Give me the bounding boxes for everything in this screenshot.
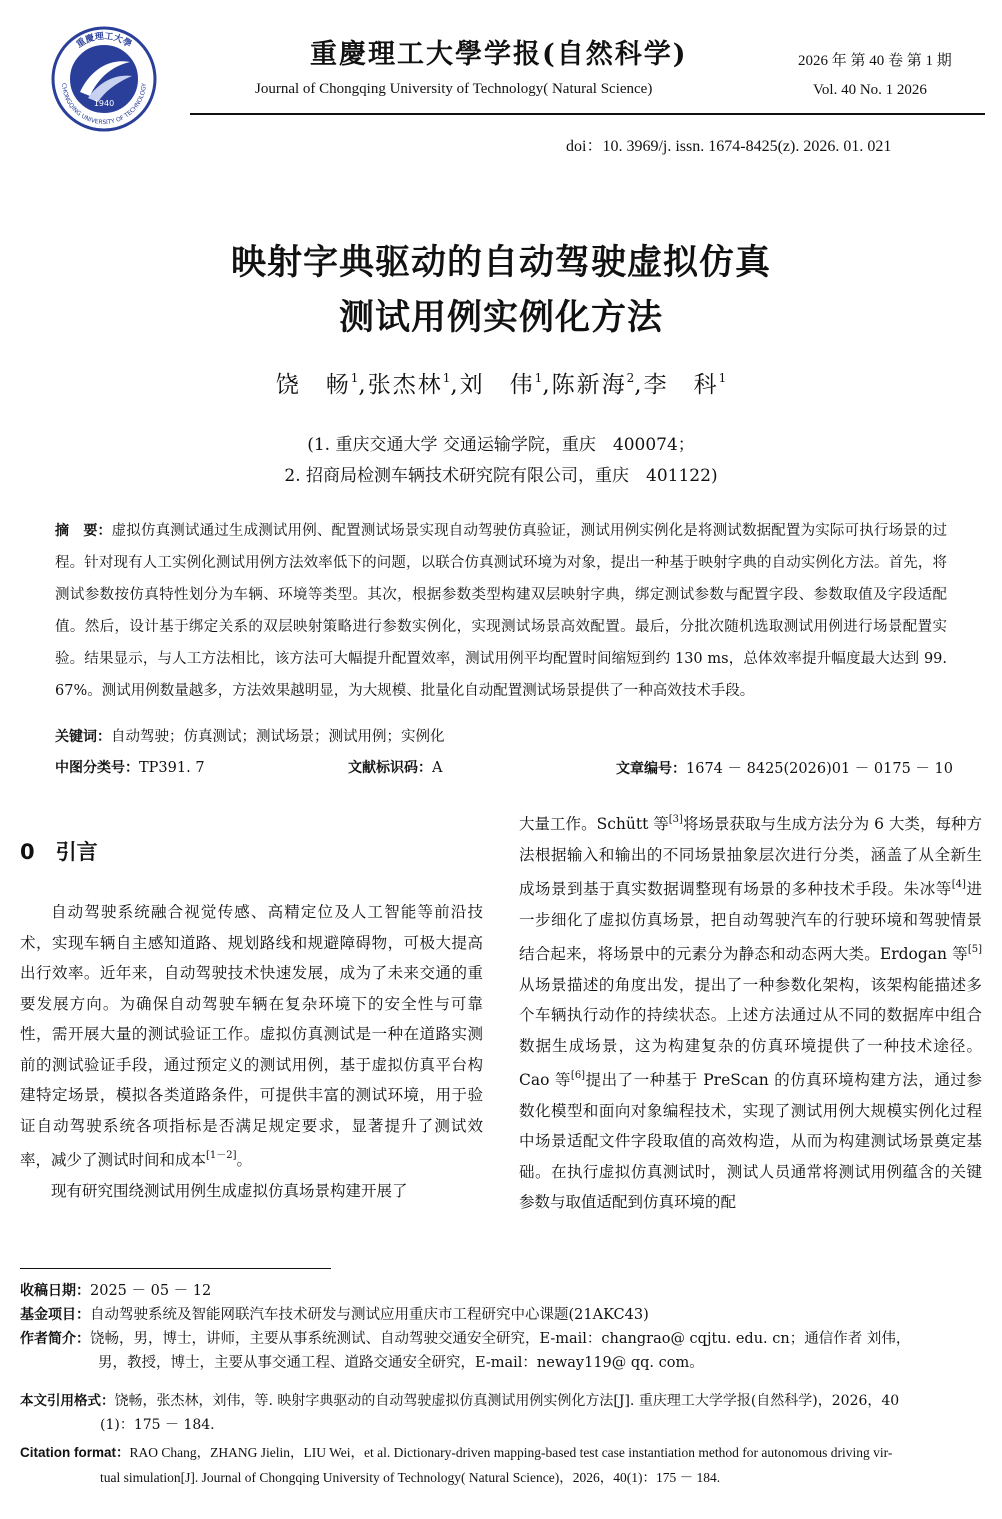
cite-cn-label: 本文引用格式：	[20, 1393, 115, 1409]
author-affil-mark: 1	[534, 371, 543, 385]
cls-label: 中图分类号：	[55, 760, 139, 776]
cite-cn-line-2: (1)：175 － 184.	[100, 1417, 215, 1433]
citation-ref[interactable]: [3]	[668, 814, 683, 825]
author-separator: ,	[542, 372, 552, 398]
article-number	[616, 757, 953, 778]
university-logo	[50, 26, 158, 132]
received-date	[20, 1279, 211, 1303]
keywords-label: 关键词：	[55, 729, 111, 745]
artno-label: 文章编号：	[616, 761, 686, 777]
author-bio	[20, 1327, 985, 1375]
section-heading: 0 引言	[20, 840, 98, 864]
body-text: 自动驾驶系统融合视觉传感、高精定位及人工智能等前沿技术，实现车辆自主感知道路、规划路线和规避障碍物，可极大提高出行效率。近年来，自动驾驶技术快速发展，成为了未来交通的重要发展方向。为确保自动驾驶车辆在复杂环境下的安全性与可靠性，需开展大量的测试验证工作。虚拟仿真测试是一种在道路实测前的测试验证手段，通过预定义的测试用例，基于虚拟仿真平台构建特定场景，模拟各类道路条件，可提供丰富的测试环境，用于验证自动驾驶系统各项指标是否满足规定要求，显著提升了测试效率，减少了测试时间和成本	[20, 903, 483, 1169]
abstract-text: 虚拟仿真测试通过生成测试用例、配置测试场景实现自动驾驶仿真验证，测试用例实例化是将测试数据配置为实际可执行场景的过程。针对现有人工实例化测试用例方法效率低下的问题，以联合仿真测试环境为对象，提出一种基于映射字典的自动实例化方法。首先，将测试参数按仿真特性划分为车辆、环境等类型。其次，根据参数类型构建双层映射字典，绑定测试参数与配置字段、参数取值及字段适配值。然后，设计基于绑定关系的双层映射策略进行参数实例化，实现测试场景高效配置。最后，分批次随机选取测试用例进行场景配置实验。结果显示，与人工方法相比，该方法可大幅提升配置效率，测试用例平均配置时间缩短到约 130 ms，总体效率提升幅度最大达到 99. 67%。测试用例数量越多，方法效果越明显，为大规模、批量化自动配置测试场景提供了一种高效技术手段。	[55, 523, 948, 699]
doccode-label: 文献标识码：	[348, 760, 432, 776]
author-separator: ,	[634, 372, 644, 398]
body-text: 提出了一种基于 PreScan 的仿真环境构建方法，通过参数化模型和面向对象编程技术，实现了测试用例大规模实例化过程中场景适配文件字段取值的高效构造，从而为构建测试场景奠定基础。在执行虚拟仿真测试时，测试人员通常将测试用例蕴含的关键参数与取值适配到仿真环境的配	[519, 1071, 982, 1211]
author-affil-mark: 1	[718, 371, 727, 385]
citation-ref[interactable]: [5]	[967, 944, 982, 955]
doi: doi：10. 3969/j. issn. 1674-8425(z). 2026. 01. 021	[566, 138, 892, 155]
body-paragraph	[20, 897, 483, 1176]
author-name: 张杰林	[367, 372, 443, 398]
body-text: 从场景描述的角度出发，提出了一种参数化架构，该架构能描述多个车辆执行动作的持续状态。上述方法通过从不同的数据库中组合数据生成场景，这为构建复杂的仿真环境提供了一种技术途径。Cao 等	[519, 975, 982, 1089]
doccode-value: A	[432, 760, 443, 776]
body-text: 。	[236, 1151, 253, 1169]
funding	[20, 1303, 649, 1327]
author-bio-label: 作者简介：	[20, 1331, 90, 1347]
affiliation-line-2: 2. 招商局检测车辆技术研究院有限公司，重庆 401122)	[284, 466, 718, 486]
artno-value: 1674 － 8425(2026)01 － 0175 － 10	[686, 761, 953, 777]
received-label: 收稿日期：	[20, 1283, 90, 1299]
paper-title-line-1: 映射字典驱动的自动驾驶虚拟仿真	[230, 243, 771, 283]
cite-en-label: Citation format：	[20, 1445, 130, 1460]
fund-value: 自动驾驶系统及智能网联汽车技术研发与测试应用重庆市工程研究中心课题(21AKC43)	[90, 1307, 649, 1323]
citation-ref[interactable]: [4]	[951, 879, 966, 890]
affiliation-line-1: (1. 重庆交通大学 交通运输学院，重庆 400074；	[307, 435, 695, 455]
classification-number	[55, 757, 205, 777]
keywords-text: 自动驾驶；仿真测试；测试场景；测试用例；实例化	[111, 729, 445, 745]
author-affil-mark: 2	[626, 371, 635, 385]
cls-value: TP391. 7	[139, 760, 205, 776]
author-list	[0, 366, 1002, 399]
journal-title-cn: 重慶理工大學学报(自然科学)	[310, 39, 688, 70]
keywords	[55, 725, 445, 746]
abstract-label: 摘 要：	[55, 523, 112, 539]
body-paragraph	[519, 805, 982, 1218]
abstract	[55, 515, 947, 707]
body-text: 进一步细化了虚拟仿真场景，把自动驾驶汽车的行驶环境和驾驶情景结合起来，将场景中的元素分为静态和动态两大类。Erdogan 等	[519, 880, 982, 963]
svg-text:重慶理工大學: 重慶理工大學	[75, 31, 133, 51]
author-name: 饶 畅	[275, 372, 351, 398]
author-affil-mark: 1	[350, 371, 359, 385]
author-affil-mark: 1	[442, 371, 451, 385]
body-column-left	[20, 897, 483, 1206]
author-bio-line-2: 男，教授，博士，主要从事交通工程、道路交通安全研究，E-mail：neway119@ qq. com。	[98, 1355, 704, 1371]
cite-cn-line-1: 饶畅，张杰林，刘伟，等. 映射字典驱动的自动驾驶虚拟仿真测试用例实例化方法[J]. 重庆理工大学学报(自然科学)，2026，40	[114, 1393, 900, 1409]
received-value: 2025 － 05 － 12	[90, 1283, 212, 1299]
paper-title	[0, 236, 1002, 346]
paper-title-line-2: 测试用例实例化方法	[338, 298, 663, 338]
citation-ref[interactable]: [6]	[570, 1070, 586, 1081]
author-name: 陈新海	[551, 372, 627, 398]
author-bio-line-1: 饶畅，男，博士，讲师，主要从事系统测试、自动驾驶交通安全研究，E-mail：changrao@ cqjtu. edu. cn；通信作者 刘伟，	[90, 1331, 911, 1347]
citation-ref[interactable]: [1－2]	[206, 1150, 237, 1161]
issue-info-cn: 2026 年 第 40 卷 第 1 期	[798, 53, 952, 69]
body-column-right	[519, 805, 982, 1218]
document-code	[348, 757, 442, 777]
body-paragraph: 现有研究围绕测试用例生成虚拟仿真场景构建开展了	[51, 1181, 408, 1200]
cite-en-line-2: tual simulation[J]. Journal of Chongqing University of Technology( Natural Science)，2026，40(1)：175 － 184.	[100, 1470, 721, 1485]
author-name: 刘 伟	[459, 372, 535, 398]
svg-text:CHONGQING UNIVERSITY OF TECHNO: CHONGQING UNIVERSITY OF TECHNOLOGY	[59, 82, 149, 127]
body-text: 大量工作。Schütt 等	[519, 815, 669, 833]
author-separator: ,	[450, 372, 460, 398]
affiliations	[0, 430, 1002, 492]
fund-label: 基金项目：	[20, 1307, 90, 1323]
issue-info-en: Vol. 40 No. 1 2026	[813, 82, 927, 98]
footnote-divider	[20, 1268, 331, 1269]
body-text: 将场景获取与生成方法分为 6 大类，每种方法根据输入和输出的不同场景抽象层次进行分类，涵盖了从全新生成场景到基于真实数据调整现有场景的多种技术手段。朱冰等	[519, 815, 983, 898]
cite-en-line-1: RAO Chang，ZHANG Jielin，LIU Wei，et al. Dictionary-driven mapping-based test case instantiation method for autonomous driving vir-	[129, 1445, 893, 1460]
citation-format-cn	[20, 1389, 985, 1437]
author-separator: ,	[358, 372, 368, 398]
author-name: 李 科	[643, 372, 719, 398]
svg-text:1940: 1940	[93, 99, 115, 108]
header-divider	[190, 113, 985, 115]
citation-format-en	[20, 1440, 985, 1490]
journal-title-en: Journal of Chongqing University of Technology( Natural Science)	[255, 81, 653, 97]
